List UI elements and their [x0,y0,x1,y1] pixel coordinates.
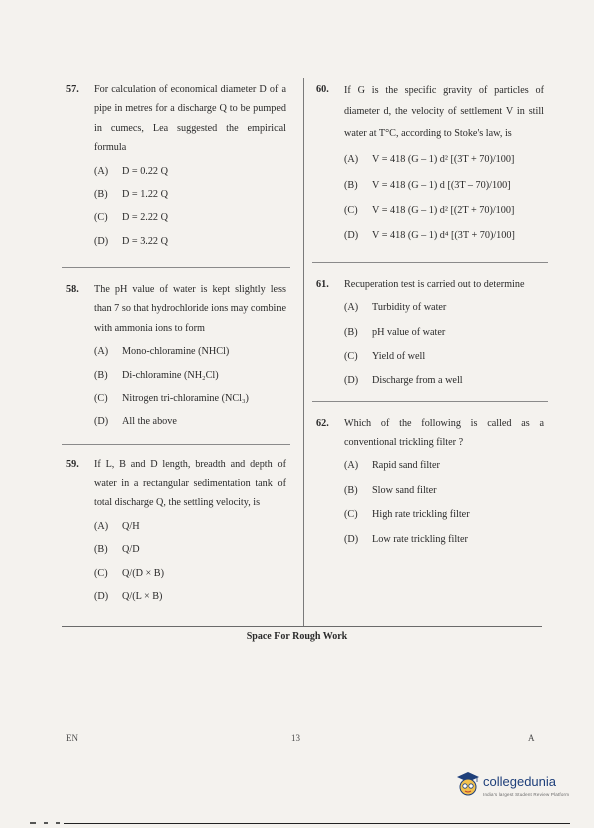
question-59 [66,455,286,607]
option-d: (D) Discharge from a well [344,375,463,387]
options-list [94,162,286,252]
rough-work-label: Space For Rough Work [246,631,348,642]
question-57 [66,80,286,251]
option-d: (D) Q/(L × B) [94,590,163,602]
question-divider [62,444,290,445]
options-list [344,298,544,391]
question-stem: The pH value of water is kept slightly less than 7 so that hydrochloride ions may combine with ammonia ions to form [94,284,286,334]
options-list [344,456,544,549]
option-c: (C) High rate trickling filter [344,509,470,521]
question-number: 58. [66,284,79,295]
option-c: (C) D = 2.22 Q [94,212,168,224]
options-list [344,150,544,246]
left-column [66,80,286,610]
option-b: (B) V = 418 (G – 1) d [(3T – 70)/100] [344,179,511,191]
question-60 [316,80,544,246]
option-a: (A) V = 418 (G – 1) d² [(3T + 70)/100] [344,154,515,166]
column-divider [303,78,304,626]
option-a: (A) D = 0.22 Q [94,165,168,177]
option-d: (D) V = 418 (G – 1) d⁴ [(3T + 70)/100] [344,230,515,242]
option-b: (B) Di-chloramine (NH₂Cl) [94,369,219,381]
brand-tagline: India's largest Student Review Platform [483,792,570,797]
question-divider [62,267,290,268]
option-b: (B) Q/D [94,544,140,556]
option-a: (A) Q/H [94,520,140,532]
question-stem: If G is the specific gravity of particles of diameter d, the velocity of settlement V in still water at T°C, according to Stoke's law, is [344,85,544,139]
brand-name: collegedunia [483,774,557,789]
option-a: (A) Mono-chloramine (NHCl) [94,346,230,358]
question-divider [312,262,548,263]
bottom-edge-line [64,823,570,824]
question-number: 60. [316,84,329,95]
question-58 [66,280,286,432]
question-number: 59. [66,458,79,470]
option-d: (D) All the above [94,416,177,428]
option-d: (D) Low rate trickling filter [344,533,468,545]
question-stem: Recuperation test is carried out to determine [344,278,525,290]
option-d: (D) D = 3.22 Q [94,235,168,247]
question-stem: Which of the following is called as a conventional trickling filter ? [344,417,544,449]
option-b: (B) D = 1.22 Q [94,188,168,200]
footer-language: EN [66,733,78,743]
question-62 [316,414,544,549]
question-stem: For calculation of economical diameter D of a pipe in metres for a discharge Q to be pumped in cumecs, Lea suggested the empirical formula [94,84,286,154]
option-a: (A) Rapid sand filter [344,460,440,472]
question-number: 62. [316,417,329,429]
question-divider [312,401,548,402]
option-c: (C) Nitrogen tri-chloramine (NCl₃) [94,392,249,404]
option-c: (C) Q/(D × B) [94,567,164,579]
bottom-rule [62,626,542,627]
question-number: 61. [316,278,329,290]
watermark-logo [455,770,585,804]
option-b: (B) pH value of water [344,326,446,338]
options-list [94,342,286,432]
option-c: (C) V = 418 (G – 1) d² [(2T + 70)/100] [344,205,515,217]
option-c: (C) Yield of well [344,350,426,362]
question-61 [316,275,544,391]
question-stem: If L, B and D length, breadth and depth of water in a rectangular sedimentation tank of total discharge Q, the settling velocity, is [94,458,286,509]
graduate-mascot-icon [455,770,481,800]
footer-page-number: 13 [291,733,300,743]
footer-set: A [528,733,535,743]
options-list [94,517,286,607]
option-b: (B) Slow sand filter [344,484,437,496]
option-a: (A) Turbidity of water [344,302,447,314]
right-column [316,80,544,554]
question-number: 57. [66,84,79,95]
